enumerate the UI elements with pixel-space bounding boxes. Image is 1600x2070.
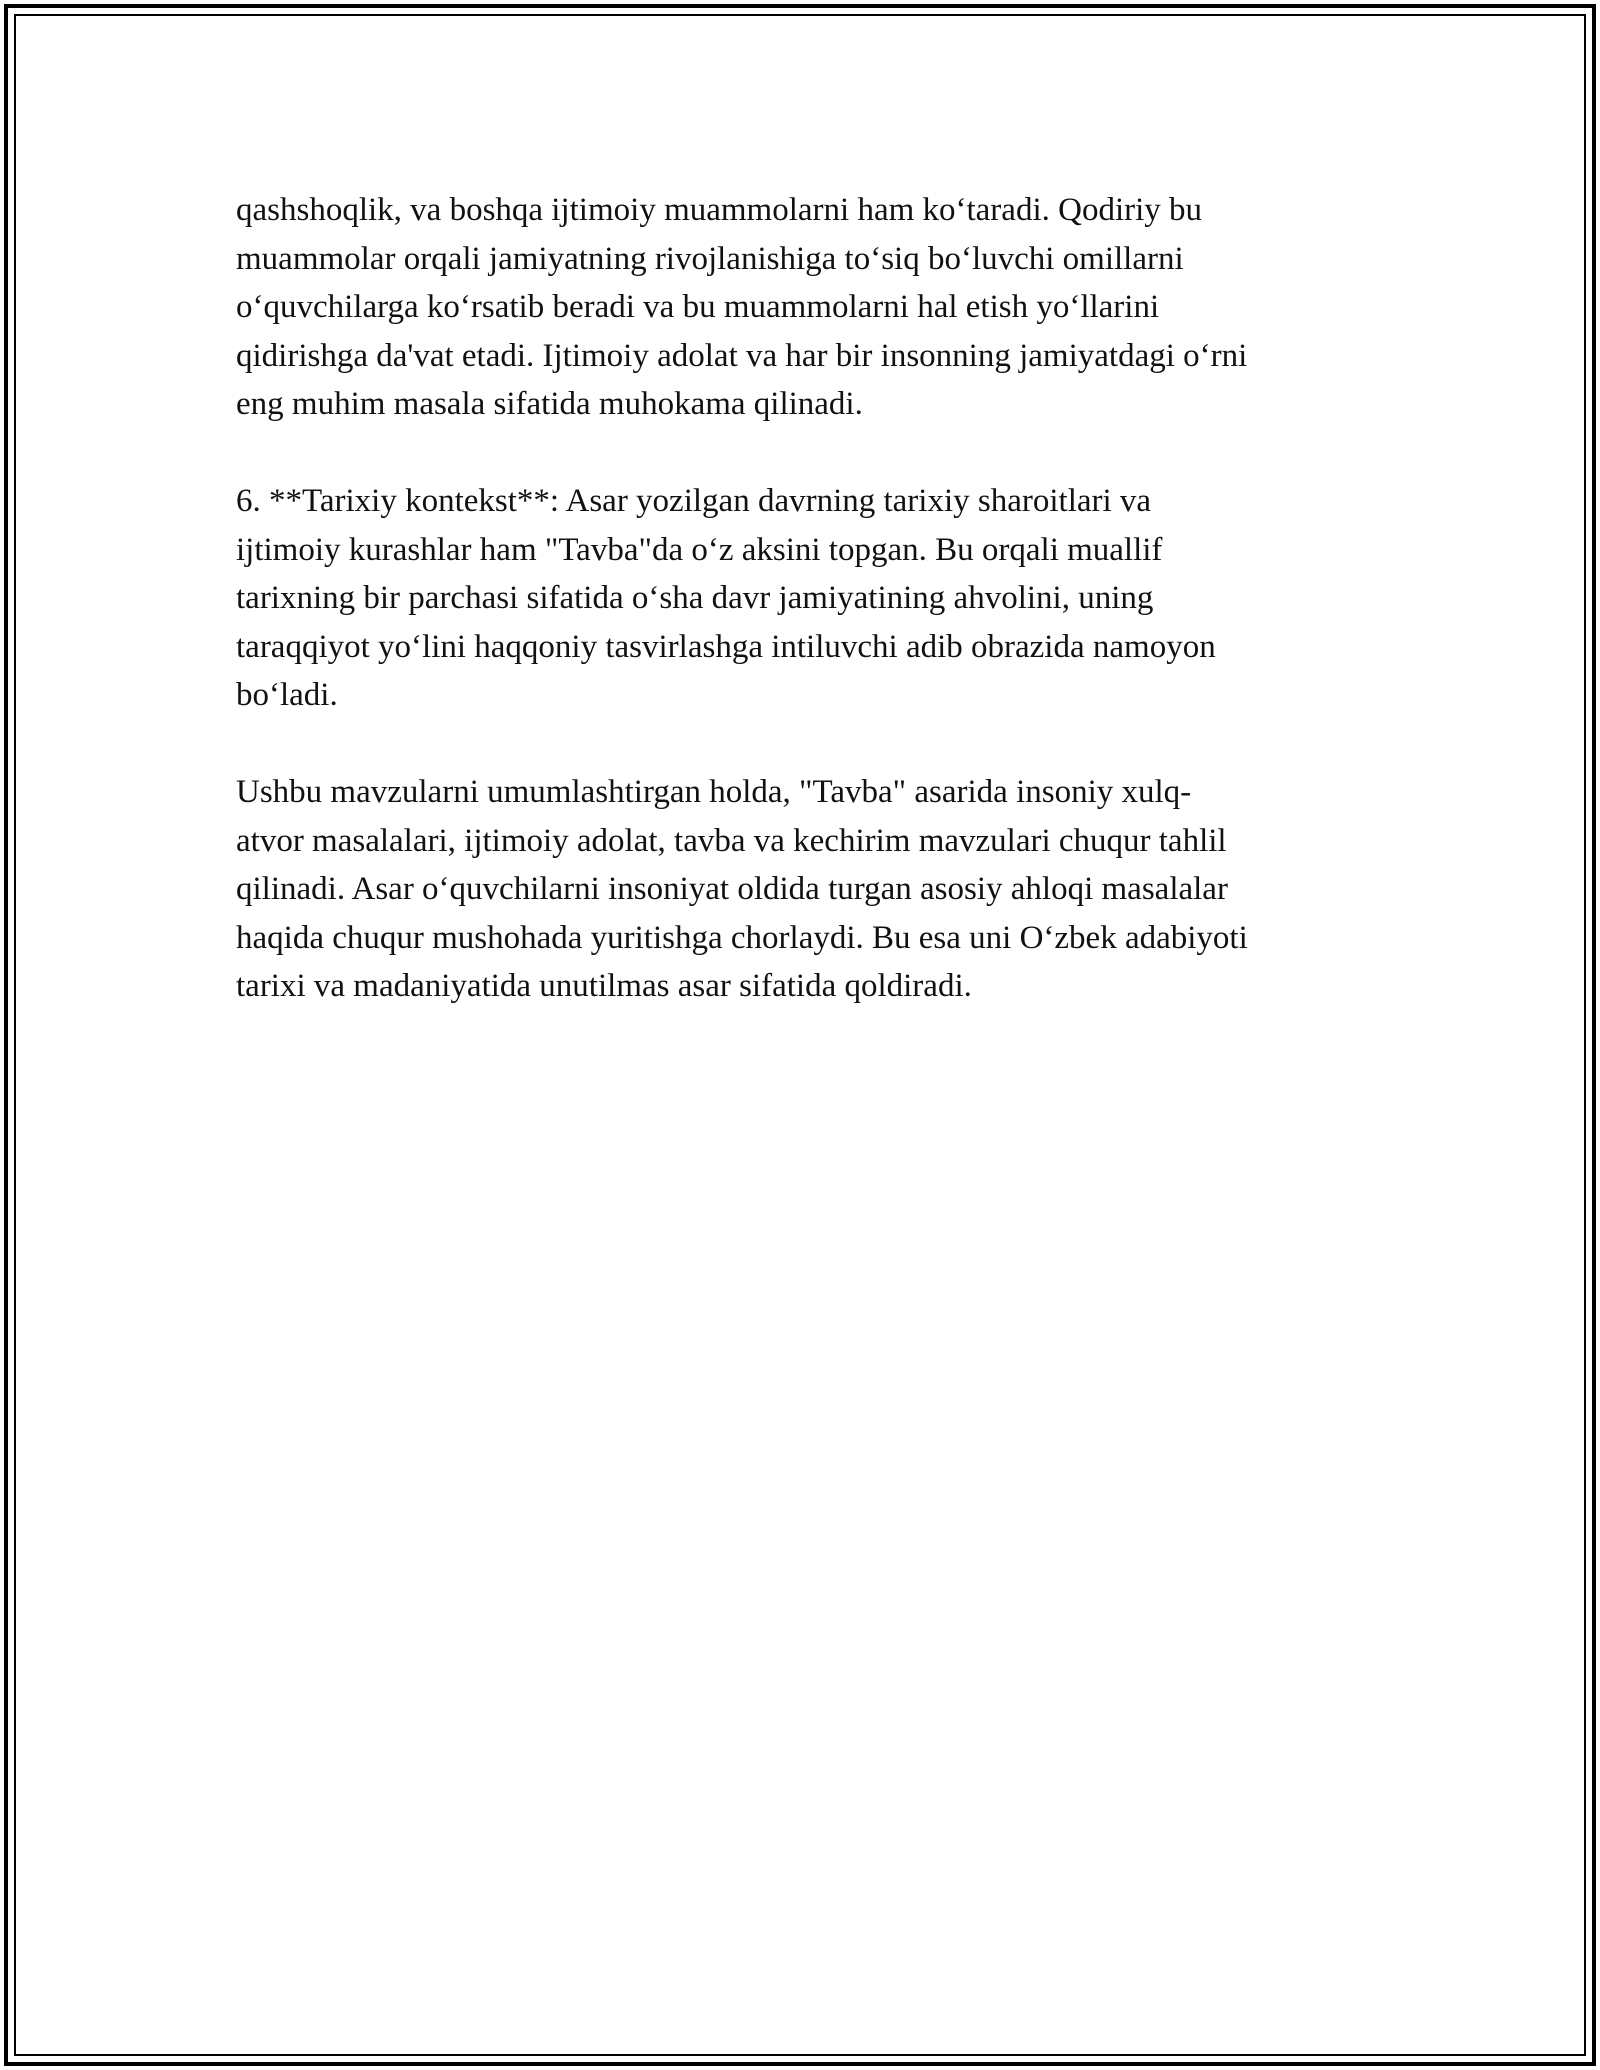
text-line: ijtimoiy kurashlar ham "Tavba"da o‘z aksini topgan. Bu orqali muallif (236, 531, 1163, 568)
text-line: tarixning bir parchasi sifatida o‘sha davr jamiyatining ahvolini, uning (236, 580, 1154, 616)
text-line: o‘quvchilarga ko‘rsatib beradi va bu muammolarni hal etish yo‘llarini (236, 289, 1160, 325)
text-line: 6. **Tarixiy kontekst**: Asar yozilgan davrning tarixiy sharoitlari va (236, 483, 1152, 519)
text-line: tarixi va madaniyatida unutilmas asar sifatida qoldiradi. (236, 968, 972, 1004)
text-line: muammolar orqali jamiyatning rivojlanishiga to‘siq bo‘luvchi omillarni (236, 240, 1184, 277)
text-line: taraqqiyot yo‘lini haqqoniy tasvirlashga intiluvchi adib obrazida namoyon (236, 628, 1216, 665)
document-body (236, 186, 1376, 1059)
text-line: qilinadi. Asar o‘quvchilarni insoniyat oldida turgan asosiy ahloqi masalalar (236, 871, 1228, 907)
text-line: qashshoqlik, va boshqa ijtimoiy muammolarni ham ko‘taradi. Qodiriy bu (236, 192, 1203, 228)
paragraph-historical-context (236, 477, 1376, 720)
paragraph-conclusion (236, 768, 1376, 1011)
paragraph-social-problems (236, 186, 1376, 429)
text-line: qidirishga da'vat etadi. Ijtimoiy adolat va har bir insonning jamiyatdagi o‘rni (236, 337, 1248, 374)
text-line: eng muhim masala sifatida muhokama qilinadi. (236, 386, 863, 422)
text-line: atvor masalalari, ijtimoiy adolat, tavba va kechirim mavzulari chuqur tahlil (236, 822, 1227, 859)
text-line: Ushbu mavzularni umumlashtirgan holda, "Tavba" asarida insoniy xulq- (236, 774, 1192, 810)
text-line: bo‘ladi. (236, 677, 338, 713)
text-line: haqida chuqur mushohada yuritishga chorlaydi. Bu esa uni O‘zbek adabiyoti (236, 919, 1248, 956)
